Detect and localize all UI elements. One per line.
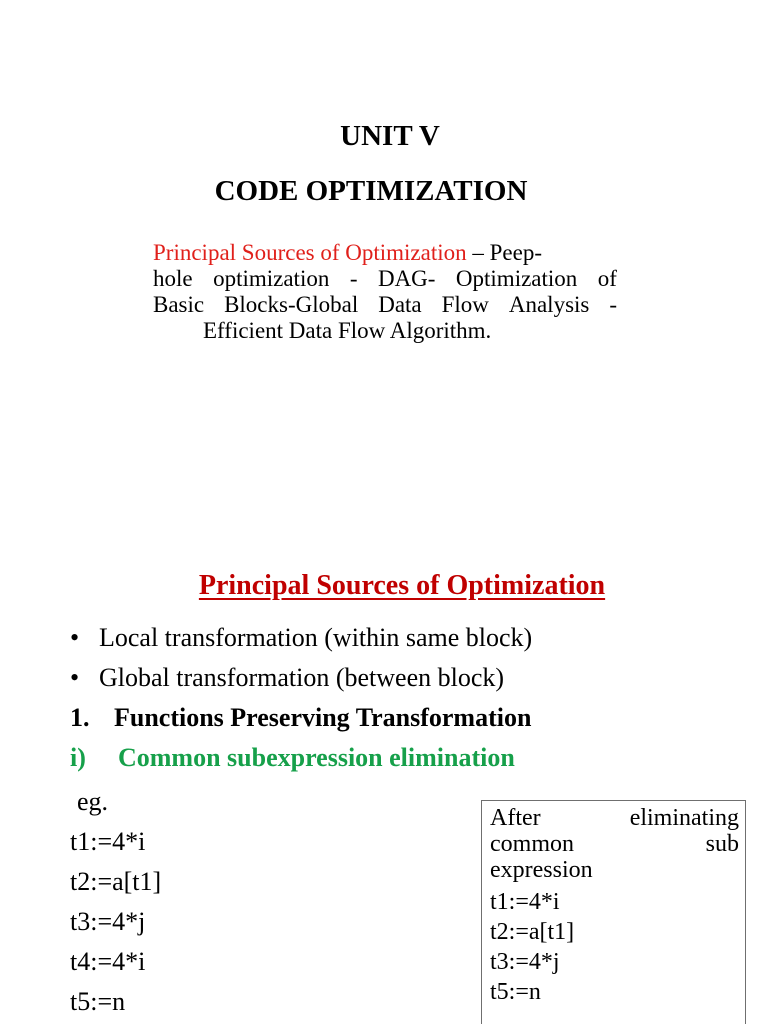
syllabus-line1-rest: – Peep- xyxy=(472,240,543,265)
subheading xyxy=(70,743,515,773)
result-box-word: eliminating xyxy=(629,805,739,831)
syllabus-text xyxy=(153,240,617,344)
code-line: t3:=4*j xyxy=(70,907,146,936)
numbered-heading-number: 1. xyxy=(70,703,90,732)
result-code-line: t5:=n xyxy=(490,979,541,1005)
syllabus-line-2 xyxy=(153,266,617,292)
example-label: eg. xyxy=(77,787,109,816)
syllabus-word: Basic xyxy=(153,292,205,317)
bullet-icon: • xyxy=(70,623,80,652)
syllabus-word: of xyxy=(597,266,617,291)
syllabus-word: Flow xyxy=(441,292,489,317)
bullet-text: Global transformation (between block) xyxy=(99,663,505,692)
result-box-word: sub xyxy=(705,831,739,857)
syllabus-word: Data xyxy=(378,292,422,317)
result-box xyxy=(481,800,746,1024)
bullet-item-local xyxy=(70,623,532,653)
syllabus-line-3 xyxy=(153,292,617,318)
result-box-word: After xyxy=(490,805,541,831)
result-box-line-1 xyxy=(490,805,739,831)
syllabus-highlight: Principal Sources of Optimization xyxy=(153,240,467,265)
syllabus-word: Analysis xyxy=(508,292,590,317)
result-box-word: common xyxy=(490,831,574,857)
syllabus-word: - xyxy=(349,266,358,291)
bullet-icon: • xyxy=(70,663,80,692)
result-box-code xyxy=(490,887,739,1007)
syllabus-word: Optimization xyxy=(455,266,578,291)
code-line: t2:=a[t1] xyxy=(70,867,162,896)
result-box-line-2 xyxy=(490,831,739,857)
syllabus-line-4 xyxy=(153,318,617,344)
code-line: t4:=4*i xyxy=(70,947,146,976)
result-code-line: t2:=a[t1] xyxy=(490,919,575,945)
result-code-line: t1:=4*i xyxy=(490,889,560,915)
result-box-line-3: expression xyxy=(490,857,593,883)
unit-title: UNIT V xyxy=(340,120,440,152)
numbered-heading xyxy=(70,703,531,733)
result-code-line: t3:=4*j xyxy=(490,949,560,975)
subheading-number: i) xyxy=(70,743,86,772)
syllabus-word: - xyxy=(609,292,617,317)
numbered-heading-text: Functions Preserving Transformation xyxy=(114,703,532,732)
syllabus-word: DAG- xyxy=(377,266,436,291)
syllabus-word: hole xyxy=(153,266,193,291)
code-line: t5:=n xyxy=(70,987,126,1016)
syllabus-line4-text: Efficient Data Flow Algorithm. xyxy=(203,318,492,343)
bullet-text: Local transformation (within same block) xyxy=(99,623,533,652)
syllabus-word: Blocks-Global xyxy=(224,292,359,317)
section-heading: Principal Sources of Optimization xyxy=(198,570,606,601)
subheading-text: Common subexpression elimination xyxy=(118,743,515,772)
syllabus-line-1 xyxy=(153,240,617,266)
bullet-item-global xyxy=(70,663,504,693)
code-line: t1:=4*i xyxy=(70,827,146,856)
syllabus-word: optimization xyxy=(213,266,330,291)
topic-title: CODE OPTIMIZATION xyxy=(214,175,528,207)
